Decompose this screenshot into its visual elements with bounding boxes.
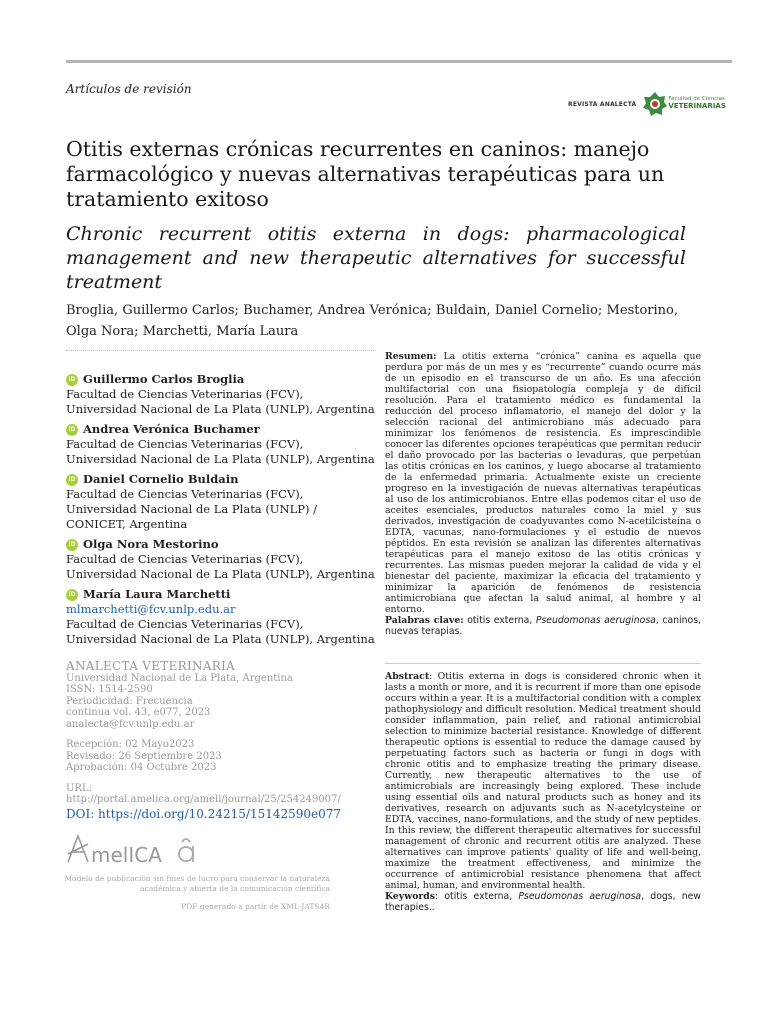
author-entry — [66, 422, 376, 467]
abstract-en — [385, 671, 701, 913]
author-affiliation: Facultad de Ciencias Veterinarias (FCV), Universidad Nacional de La Plata (UNLP), Argentina — [66, 552, 375, 581]
keywords-en-1: : otitis externa, — [435, 891, 513, 902]
volume: continua vol. 43, e077, 2023 — [66, 707, 211, 718]
publication-model-note: Modelo de publicación sin fines de lucro para conservar la naturaleza académica y abierta de la comunicación científica — [64, 874, 330, 893]
issn: ISSN: 1514-2590 — [66, 684, 153, 695]
keywords-en-2: Pseudomonas aeruginosa — [518, 891, 642, 902]
section-label: Artículos de revisión — [66, 82, 192, 96]
author-email-link[interactable]: mlmarchetti@fcv.unlp.edu.ar — [66, 602, 236, 616]
keywords-en-label: Keywords — [385, 891, 436, 902]
amelica-logo — [66, 832, 326, 868]
orcid-icon[interactable]: iD — [66, 374, 78, 386]
author-entry — [66, 537, 376, 582]
url-label: URL: — [66, 782, 92, 794]
amelica-logo-icon — [66, 832, 326, 868]
pdf-note: PDF generado a partir de XML-JATS4R — [181, 902, 330, 911]
faculty-logo — [642, 91, 725, 117]
article-url-link[interactable]: http://portal.amelica.org/ameli/journal/25/254249007/ — [66, 794, 341, 805]
faculty-emblem-icon — [642, 91, 668, 117]
author-affiliation: Facultad de Ciencias Veterinarias (FCV), Universidad Nacional de La Plata (UNLP), Argentina — [66, 617, 375, 646]
orcid-icon[interactable]: iD — [66, 474, 78, 486]
author-list: Broglia, Guillermo Carlos; Buchamer, Andrea Verónica; Buldain, Daniel Cornelio; Mestorino, Olga Nora; Marchetti, María Laura — [66, 303, 678, 339]
author-name: Guillermo Carlos Broglia — [83, 372, 245, 386]
keywords-es-3: , caninos, nuevas terapias. — [385, 615, 701, 637]
top-rule — [66, 60, 732, 63]
abstract-es-text: La otitis externa “crónica” canina es aquella que perdura por más de un mes y es “recurrente” cuando ocurre más de un episodio en el transcurso de un año. Es una afección multifactorial con una fisiopatología compleja y de difícil resolución. Para el tratamiento médico es fundamental la reducción del proceso inflamatorio, el manejo del dolor y la selección racional del antimicrobiano más adecuado para minimizar los fenómenos de resistencia. Es imprescindible conocer las diferentes opciones terapéuticas que permitan reducir el daño provocado por las bacterias o levaduras, que perpetúan las otitis crónicas en los caninos, y luego abocarse al tratamiento de la enfermedad primaria. Actualmente existe un creciente progreso en la investigación de nuevas alternativas terapéuticas al uso de los antimicrobianos. Entre ellas podemos citar el uso de aceites esenciales, productos naturales como la miel y sus derivados, investigación de coadyuvantes como N-acetilcisteína o EDTA, vacunas, nano-formulaciones y el estudio de nuevos péptidos. En esta revisión se analizan las diferentes alternativas terapéuticas para el manejo exitoso de las otitis crónicas y recurrentes. Las mismas pueden mejorar la calidad de vida y el bienestar del paciente, maximizar la eficacia del tratamiento y minimizar la aparición de fenómenos de resistencia antimicrobiana que afectan la salud animal, al hombre y al entorno. — [385, 351, 701, 615]
author-name: Olga Nora Mestorino — [83, 537, 219, 551]
author-name: Andrea Verónica Buchamer — [83, 422, 260, 436]
abstract-es-label: Resumen: — [385, 351, 437, 362]
keywords-en-3: , dogs, new therapies.. — [385, 891, 701, 913]
article-title-en: Chronic recurrent otitis externa in dogs: pharmacological management and new therapeutic alternatives for successful treatment — [66, 223, 686, 293]
faculty-line1: Facultad de Ciencias — [668, 96, 725, 103]
author-name: María Laura Marchetti — [83, 587, 231, 601]
journal-logo — [568, 86, 738, 122]
faculty-line2: VETERINARIAS — [668, 102, 726, 111]
keywords-es-label: Palabras clave: — [385, 615, 464, 626]
abstract-en-label: Abstract — [385, 671, 430, 682]
orcid-icon[interactable]: iD — [66, 424, 78, 436]
journal-name: REVISTA ANALECTA — [568, 100, 637, 108]
article-title-es: Otitis externas crónicas recurrentes en caninos: manejo farmacológico y nuevas alternativas terapéuticas para un tratamiento exitoso — [66, 137, 665, 211]
abstract-en-text: : Otitis externa in dogs is considered chronic when it lasts a month or more, and it is recurrent if more than one episode occurs within a year. It is a multifactorial condition with a complex pathophysiology and difficult resolution. Medical treatment should consider inflammation, pain relief, and rational antimicrobial selection to minimize bacterial resistance. Knowledge of different therapeutic options is essential to reduce the damage caused by perpetuating factors such as bacteria or fungi in dogs with chronic otitis and to emphasize treating the primary disease. Currently, new therapeutic alternatives to the use of antimicrobials are increasingly being explored. These include using essential oils and natural products such as honey and its derivatives, research on adjuvants such as N-acetylcysteine or EDTA, vaccines, nano-formulations, and the study of new peptides. In this review, the different therapeutic alternatives for successful management of chronic and recurrent otitis are analyzed. These alternatives can improve patients' quality of life and well-being, maximize the treatment effectiveness, and minimize the occurrence of antimicrobial resistance phenomena that affect animal, human, and environmental health. — [385, 671, 701, 891]
author-entry — [66, 472, 376, 532]
footnote — [60, 874, 330, 912]
received-date: Recepción: 02 Mayo2023 — [66, 739, 195, 750]
journal-metadata — [66, 661, 356, 822]
keywords-es-1: otitis externa, — [467, 615, 533, 626]
author-name: Daniel Cornelio Buldain — [83, 472, 239, 486]
author-entry — [66, 587, 376, 647]
contact-email[interactable]: analecta@fcv.unlp.edu.ar — [66, 718, 195, 730]
keywords-es-2: Pseudomonas aeruginosa — [535, 615, 656, 626]
journal-title: ANALECTA VETERINARIA — [66, 659, 236, 673]
amelica-logo-text: melICA — [91, 843, 162, 867]
author-affiliation: Facultad de Ciencias Veterinarias (FCV), Universidad Nacional de La Plata (UNLP), Argentina — [66, 387, 375, 416]
divider — [66, 350, 376, 351]
revised-date: Revisado: 26 Septiembre 2023 — [66, 750, 222, 762]
author-affiliation: Facultad de Ciencias Veterinarias (FCV), Universidad Nacional de La Plata (UNLP), Argentina — [66, 437, 375, 466]
orcid-icon[interactable]: iD — [66, 589, 78, 601]
periodicity: Periodicidad: Frecuencia — [66, 695, 193, 707]
abstract-divider — [385, 663, 701, 664]
author-affiliation: Facultad de Ciencias Veterinarias (FCV), Universidad Nacional de La Plata (UNLP) / CONICET, Argentina — [66, 487, 317, 531]
doi-link[interactable]: DOI: https://doi.org/10.24215/15142590e077 — [66, 806, 342, 821]
author-entry — [66, 372, 376, 417]
affiliations — [66, 372, 376, 652]
approved-date: Aprobación: 04 Octubre 2023 — [66, 762, 217, 773]
orcid-icon[interactable]: iD — [66, 539, 78, 551]
abstract-es — [385, 351, 701, 637]
publisher: Universidad Nacional de La Plata, Argentina — [66, 672, 293, 684]
